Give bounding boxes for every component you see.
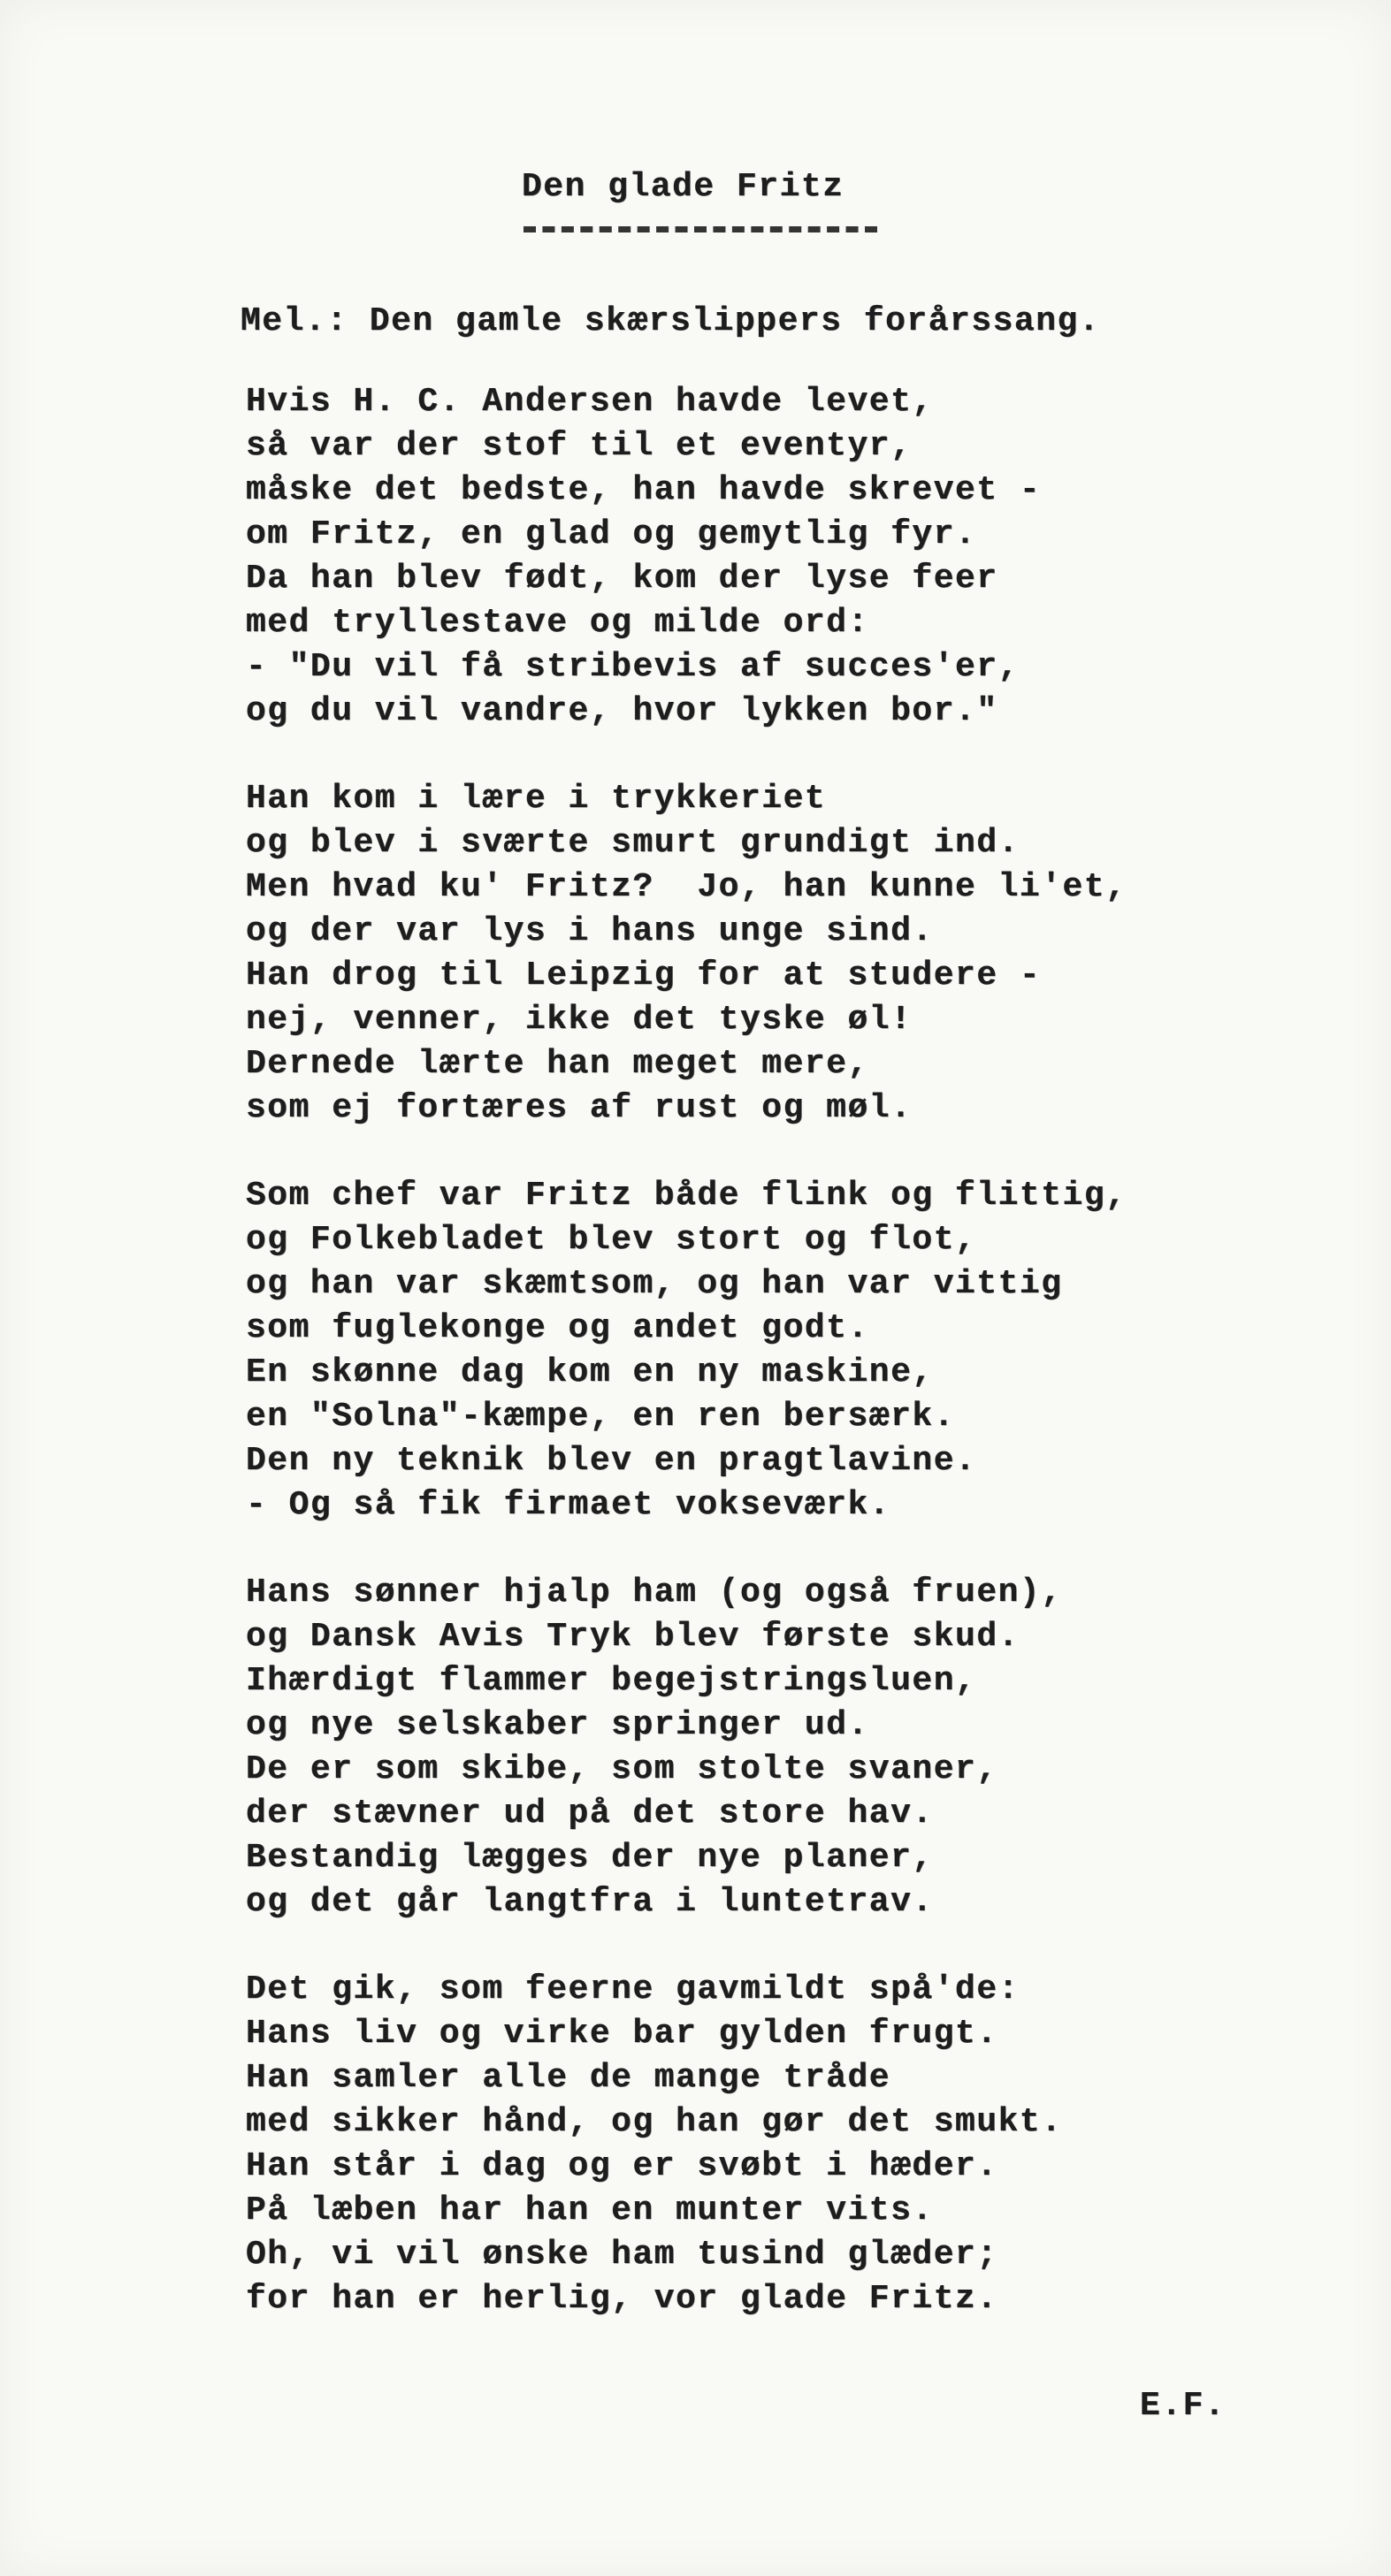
stanza-4-line-5: De er som skibe, som stolte svaner, — [246, 1750, 998, 1788]
title-underline — [524, 226, 877, 232]
stanza-3-line-6: en "Solna"-kæmpe, en ren bersærk. — [246, 1398, 956, 1436]
stanza-1-line-2: så var der stof til et eventyr, — [246, 427, 913, 465]
stanza-3-line-4: som fuglekonge og andet godt. — [246, 1309, 869, 1347]
stanza-3 — [246, 1174, 1263, 1528]
stanza-2-line-6: nej, venner, ikke det tyske øl! — [246, 1001, 913, 1039]
poem-body — [246, 380, 1263, 2365]
stanza-5-line-1: Det gik, som feerne gavmildt spå'de: — [246, 1970, 1020, 2008]
stanza-4-line-1: Hans sønner hjalp ham (og også fruen), — [246, 1574, 1063, 1612]
stanza-1-line-4: om Fritz, en glad og gemytlig fyr. — [246, 515, 977, 553]
stanza-4-line-2: og Dansk Avis Tryk blev første skud. — [246, 1618, 1020, 1656]
stanza-2-line-8: som ej fortæres af rust og møl. — [246, 1089, 913, 1127]
stanza-1-line-5: Da han blev født, kom der lyse feer — [246, 560, 998, 598]
stanza-3-line-3: og han var skæmtsom, og han var vittig — [246, 1265, 1063, 1303]
stanza-2-line-5: Han drog til Leipzig for at studere - — [246, 956, 1042, 995]
stanza-5-line-3: Han samler alle de mange tråde — [246, 2059, 891, 2097]
stanza-5 — [246, 1968, 1263, 2321]
stanza-1-line-8: og du vil vandre, hvor lykken bor." — [246, 692, 998, 730]
stanza-5-line-5: Han står i dag og er svøbt i hæder. — [246, 2147, 998, 2185]
stanza-4-line-4: og nye selskaber springer ud. — [246, 1706, 869, 1744]
stanza-4-line-8: og det går langtfra i luntetrav. — [246, 1883, 934, 1921]
stanza-3-line-2: og Folkebladet blev stort og flot, — [246, 1221, 977, 1259]
stanza-5-line-8: for han er herlig, vor glade Fritz. — [246, 2280, 998, 2318]
stanza-5-line-2: Hans liv og virke bar gylden frugt. — [246, 2015, 998, 2053]
stanza-5-line-7: Oh, vi vil ønske ham tusind glæder; — [246, 2236, 998, 2274]
stanza-4-line-6: der stævner ud på det store hav. — [246, 1795, 934, 1833]
stanza-1-line-3: måske det bedste, han havde skrevet - — [246, 471, 1042, 509]
stanza-3-line-8: - Og så fik firmaet vokseværk. — [246, 1486, 891, 1524]
melody-note: Mel.: Den gamle skærslippers forårssang. — [241, 302, 1101, 340]
poem-title: Den glade Fritz — [522, 168, 845, 206]
stanza-1-line-1: Hvis H. C. Andersen havde levet, — [246, 383, 934, 421]
stanza-2-line-3: Men hvad ku' Fritz? Jo, han kunne li'et, — [246, 868, 1127, 906]
stanza-2-line-1: Han kom i lære i trykkeriet — [246, 780, 827, 818]
stanza-2-line-7: Dernede lærte han meget mere, — [246, 1045, 869, 1083]
stanza-1-line-6: med tryllestave og milde ord: — [246, 604, 869, 642]
stanza-2-line-4: og der var lys i hans unge sind. — [246, 912, 934, 950]
stanza-1-line-7: - "Du vil få stribevis af succes'er, — [246, 648, 1020, 686]
stanza-2 — [246, 777, 1263, 1131]
author-initials: E.F. — [1140, 2387, 1227, 2425]
stanza-3-line-1: Som chef var Fritz både flink og flittig, — [246, 1177, 1127, 1215]
stanza-5-line-6: På læben har han en munter vits. — [246, 2191, 934, 2229]
stanza-4-line-3: Ihærdigt flammer begejstringsluen, — [246, 1662, 977, 1700]
stanza-1 — [246, 380, 1263, 734]
stanza-3-line-5: En skønne dag kom en ny maskine, — [246, 1353, 934, 1391]
stanza-3-line-7: Den ny teknik blev en pragtlavine. — [246, 1442, 977, 1480]
stanza-4-line-7: Bestandig lægges der nye planer, — [246, 1839, 934, 1877]
stanza-4 — [246, 1571, 1263, 1924]
stanza-5-line-4: med sikker hånd, og han gør det smukt. — [246, 2103, 1063, 2141]
stanza-2-line-2: og blev i sværte smurt grundigt ind. — [246, 824, 1020, 862]
